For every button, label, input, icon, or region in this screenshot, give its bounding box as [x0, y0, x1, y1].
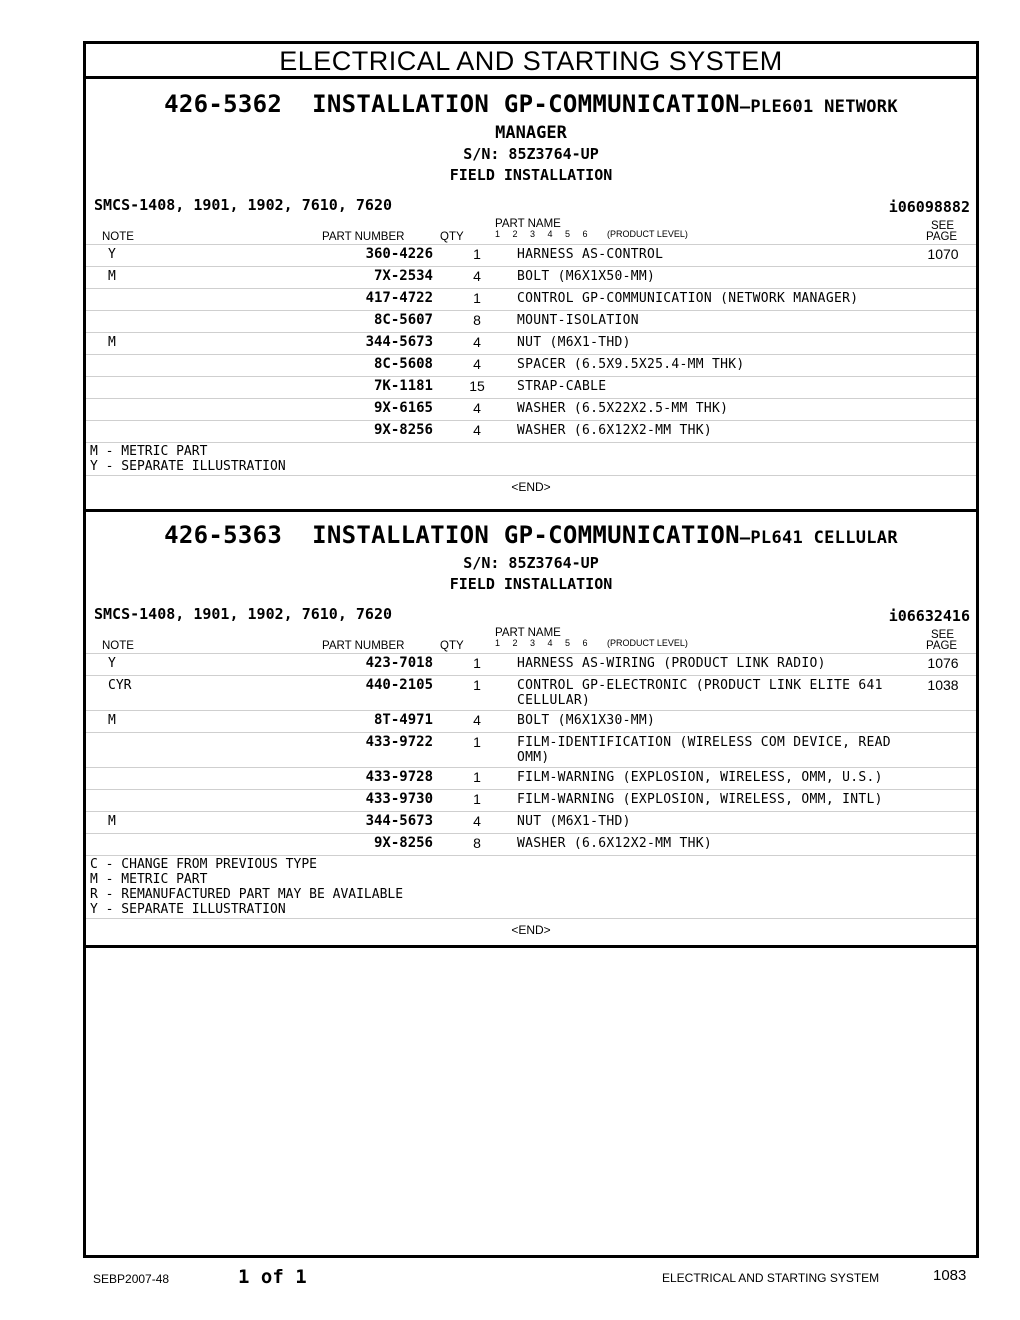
col-part-number: PART NUMBER	[322, 640, 405, 652]
col-product-level: (PRODUCT LEVEL)	[607, 638, 688, 648]
section-title-line	[86, 89, 976, 122]
legend-item: M - METRIC PART	[90, 872, 208, 887]
section-number: 426-5363	[164, 521, 283, 549]
system-title: ELECTRICAL AND STARTING SYSTEM	[86, 44, 976, 79]
row-see-page	[918, 333, 976, 355]
row-see-page	[918, 768, 976, 790]
row-note	[86, 790, 318, 812]
row-qty: 4	[437, 267, 517, 289]
row-part-number: 9X-8256	[318, 421, 437, 443]
sections-container	[86, 79, 976, 948]
smcs-codes: SMCS-1408, 1901, 1902, 7610, 7620	[94, 605, 393, 623]
row-part-name-line: MOUNT-ISOLATION	[517, 313, 639, 328]
col-page: PAGE	[926, 640, 958, 652]
row-qty: 8	[437, 834, 517, 856]
row-part-number: 7X-2534	[318, 267, 437, 289]
row-note: CYR	[86, 676, 318, 711]
row-note: M	[86, 267, 318, 289]
row-see-page	[918, 812, 976, 834]
page-of: 1 of 1	[238, 1266, 307, 1288]
row-qty: 4	[437, 333, 517, 355]
table-row	[86, 377, 976, 399]
serial-number: S/N: 85Z3764-UP	[463, 145, 599, 163]
footer-system: ELECTRICAL AND STARTING SYSTEM	[662, 1271, 880, 1285]
section-header	[86, 512, 976, 595]
col-product-level: (PRODUCT LEVEL)	[607, 229, 688, 239]
row-see-page	[918, 711, 976, 733]
row-part-number: 360-4226	[318, 245, 437, 267]
legend-item: R - REMANUFACTURED PART MAY BE AVAILABLE	[90, 887, 404, 902]
row-qty: 8	[437, 311, 517, 333]
end-marker: <END>	[511, 923, 551, 937]
column-headers	[86, 627, 976, 654]
row-see-page	[918, 267, 976, 289]
legend-item: C - CHANGE FROM PREVIOUS TYPE	[90, 857, 317, 872]
parts-table	[86, 654, 976, 856]
field-installation: FIELD INSTALLATION	[449, 166, 613, 184]
row-note: M	[86, 711, 318, 733]
row-part-number: 9X-8256	[318, 834, 437, 856]
section-number: 426-5362	[164, 90, 283, 118]
row-part-number: 433-9728	[318, 768, 437, 790]
field-installation: FIELD INSTALLATION	[449, 575, 613, 593]
row-qty: 4	[437, 355, 517, 377]
row-part-number: 7K-1181	[318, 377, 437, 399]
row-note	[86, 421, 318, 443]
section-title-sub: —PLE601 NETWORK	[739, 97, 898, 117]
parts-table	[86, 245, 976, 443]
row-part-name-line: BOLT (M6X1X30-MM)	[517, 713, 656, 728]
serial-number: S/N: 85Z3764-UP	[463, 554, 599, 572]
row-part-name-line: NUT (M6X1-THD)	[517, 335, 631, 350]
row-part-name	[517, 654, 918, 676]
row-part-name	[517, 311, 918, 333]
col-page: PAGE	[926, 231, 958, 243]
row-see-page: 1038	[918, 676, 976, 711]
row-qty: 4	[437, 399, 517, 421]
row-part-number: 8C-5607	[318, 311, 437, 333]
row-note	[86, 733, 318, 768]
col-levels: 1 2 3 4 5 6	[495, 229, 593, 239]
col-part-name: PART NAME	[495, 218, 561, 230]
table-row	[86, 711, 976, 733]
row-part-name	[517, 812, 918, 834]
row-see-page	[918, 421, 976, 443]
row-note	[86, 834, 318, 856]
parts-section	[86, 512, 976, 948]
row-part-name	[517, 790, 918, 812]
row-note: M	[86, 812, 318, 834]
table-row	[86, 834, 976, 856]
section-header	[86, 79, 976, 186]
table-row	[86, 733, 976, 768]
notes-legend	[86, 443, 976, 476]
table-row	[86, 676, 976, 711]
row-qty: 1	[437, 245, 517, 267]
section-title: INSTALLATION GP-COMMUNICATION	[312, 521, 740, 549]
row-part-name-line: WASHER (6.6X12X2-MM THK)	[517, 423, 713, 438]
parts-section	[86, 79, 976, 512]
row-part-name	[517, 333, 918, 355]
row-see-page	[918, 399, 976, 421]
notes-legend	[86, 856, 976, 919]
smcs-row	[86, 603, 976, 623]
table-row	[86, 289, 976, 311]
smcs-row	[86, 194, 976, 214]
col-note: NOTE	[102, 231, 134, 243]
row-note	[86, 768, 318, 790]
row-part-number: 433-9722	[318, 733, 437, 768]
row-note	[86, 399, 318, 421]
row-see-page	[918, 834, 976, 856]
table-row	[86, 245, 976, 267]
row-see-page	[918, 790, 976, 812]
smcs-codes: SMCS-1408, 1901, 1902, 7610, 7620	[94, 196, 393, 214]
row-part-name-line: FILM-IDENTIFICATION (WIRELESS COM DEVICE, READ	[517, 735, 891, 750]
table-row	[86, 333, 976, 355]
row-see-page	[918, 377, 976, 399]
row-qty: 4	[437, 711, 517, 733]
row-qty: 15	[437, 377, 517, 399]
row-part-name-line: SPACER (6.5X9.5X25.4-MM THK)	[517, 357, 745, 372]
row-part-name-line: FILM-WARNING (EXPLOSION, WIRELESS, OMM, INTL)	[517, 792, 883, 807]
row-qty: 1	[437, 289, 517, 311]
row-part-number: 440-2105	[318, 676, 437, 711]
col-part-name: PART NAME	[495, 627, 561, 639]
legend-item: Y - SEPARATE ILLUSTRATION	[90, 902, 286, 917]
row-note	[86, 355, 318, 377]
section-title: INSTALLATION GP-COMMUNICATION	[312, 90, 740, 118]
row-see-page: 1076	[918, 654, 976, 676]
col-qty: QTY	[440, 231, 464, 243]
row-see-page	[918, 733, 976, 768]
col-qty: QTY	[440, 640, 464, 652]
section-title-line	[86, 520, 976, 553]
row-qty: 4	[437, 421, 517, 443]
row-part-number: 423-7018	[318, 654, 437, 676]
table-row	[86, 311, 976, 333]
row-part-name-line: CONTROL GP-COMMUNICATION (NETWORK MANAGER)	[517, 291, 859, 306]
legend-item: M - METRIC PART	[90, 444, 208, 459]
row-part-name	[517, 377, 918, 399]
table-row	[86, 790, 976, 812]
row-part-name-line: WASHER (6.5X22X2.5-MM THK)	[517, 401, 729, 416]
illustration-id: i06632416	[888, 607, 970, 625]
table-row	[86, 421, 976, 443]
row-part-number: 9X-6165	[318, 399, 437, 421]
row-part-name-line: STRAP-CABLE	[517, 379, 607, 394]
row-note	[86, 289, 318, 311]
row-qty: 1	[437, 790, 517, 812]
row-part-name-line: FILM-WARNING (EXPLOSION, WIRELESS, OMM, U.S.)	[517, 770, 883, 785]
table-row	[86, 654, 976, 676]
row-note: M	[86, 333, 318, 355]
row-part-name	[517, 676, 918, 711]
row-part-name	[517, 355, 918, 377]
row-part-number: 344-5673	[318, 812, 437, 834]
row-note: Y	[86, 654, 318, 676]
row-part-number: 8T-4971	[318, 711, 437, 733]
col-see: SEE	[931, 629, 955, 641]
doc-id: SEBP2007-48	[93, 1272, 170, 1286]
page-footer	[0, 1265, 1020, 1295]
table-row	[86, 355, 976, 377]
row-qty: 4	[437, 812, 517, 834]
table-row	[86, 267, 976, 289]
row-part-number: 417-4722	[318, 289, 437, 311]
section-title-sub: —PL641 CELLULAR	[739, 528, 898, 548]
row-part-name-line: CONTROL GP-ELECTRONIC (PRODUCT LINK ELITE 641	[517, 678, 883, 693]
column-headers	[86, 218, 976, 245]
row-see-page: 1070	[918, 245, 976, 267]
row-part-name	[517, 289, 918, 311]
row-part-name-line2: OMM)	[517, 750, 550, 765]
illustration-id: i06098882	[888, 198, 970, 216]
row-part-name-line: NUT (M6X1-THD)	[517, 814, 631, 829]
row-qty: 1	[437, 733, 517, 768]
table-row	[86, 812, 976, 834]
row-part-name	[517, 399, 918, 421]
row-part-number: 344-5673	[318, 333, 437, 355]
row-part-number: 433-9730	[318, 790, 437, 812]
row-part-name-line: HARNESS AS-WIRING (PRODUCT LINK RADIO)	[517, 656, 826, 671]
col-levels: 1 2 3 4 5 6	[495, 638, 593, 648]
row-part-name-line2: CELLULAR)	[517, 693, 591, 708]
row-part-number: 8C-5608	[318, 355, 437, 377]
page-frame	[83, 41, 979, 1258]
col-note: NOTE	[102, 640, 134, 652]
row-note	[86, 311, 318, 333]
legend-item: Y - SEPARATE ILLUSTRATION	[90, 459, 286, 474]
row-qty: 1	[437, 654, 517, 676]
footer-page-number: 1083	[933, 1267, 967, 1284]
section-title-line2: MANAGER	[495, 123, 567, 143]
table-row	[86, 768, 976, 790]
row-part-name	[517, 421, 918, 443]
row-qty: 1	[437, 768, 517, 790]
row-part-name	[517, 768, 918, 790]
row-part-name	[517, 733, 918, 768]
row-note	[86, 377, 318, 399]
row-part-name	[517, 245, 918, 267]
row-part-name	[517, 711, 918, 733]
row-part-name-line: WASHER (6.6X12X2-MM THK)	[517, 836, 713, 851]
row-qty: 1	[437, 676, 517, 711]
row-see-page	[918, 289, 976, 311]
row-part-name-line: HARNESS AS-CONTROL	[517, 247, 664, 262]
row-see-page	[918, 311, 976, 333]
row-part-name	[517, 267, 918, 289]
row-see-page	[918, 355, 976, 377]
col-part-number: PART NUMBER	[322, 231, 405, 243]
col-see: SEE	[931, 220, 955, 232]
row-part-name	[517, 834, 918, 856]
table-row	[86, 399, 976, 421]
end-marker: <END>	[511, 480, 551, 494]
row-note: Y	[86, 245, 318, 267]
row-part-name-line: BOLT (M6X1X50-MM)	[517, 269, 656, 284]
